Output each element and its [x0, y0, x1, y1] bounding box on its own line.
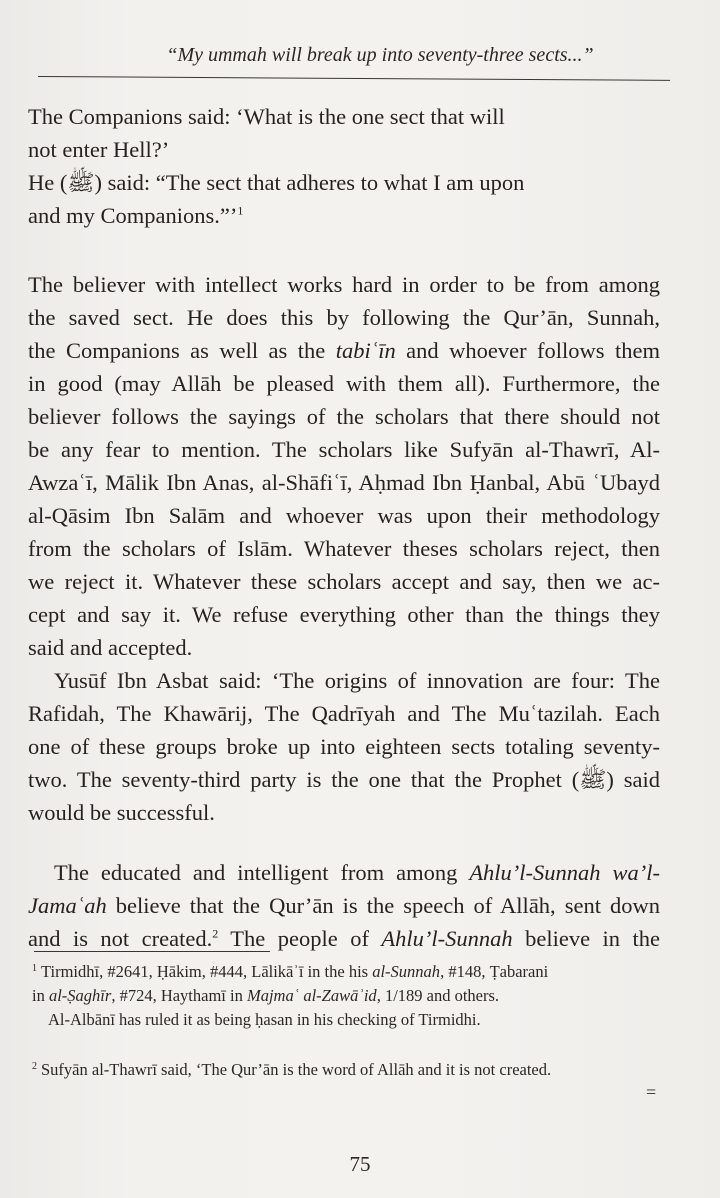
paragraph-yusuf: [28, 664, 660, 829]
text-line: Awzaʿī, Mālik Ibn Anas, al-Shāfiʿī, Aḥmad Ibn Ḥanbal, Abū ʿUbayd: [28, 470, 660, 495]
text-line: two. The seventy-third party is the one that the Prophet (ﷺ) said: [28, 767, 660, 792]
text-line: The believer with intellect works hard in order to be from among: [28, 272, 660, 297]
paragraph-believer: [28, 268, 660, 664]
text-line: we reject it. Whatever these scholars accept and say, then we ac-: [28, 569, 660, 594]
paragraph-educated: [28, 856, 660, 955]
text-line: Rafidah, The Khawārij, The Qadrīyah and The Muʿtazilah. Each: [28, 701, 660, 726]
footnote-marker: 1: [32, 962, 37, 974]
text-line: cept and say it. We refuse everything other than the things they: [28, 602, 660, 627]
text-line: would be successful.: [28, 800, 215, 825]
quote-line: and my Companions.”’$^1$: [28, 203, 244, 228]
continuation-mark: =: [646, 1082, 657, 1102]
text-line: from the scholars of Islām. Whatever theses scholars reject, then: [28, 536, 660, 561]
text-line: the saved sect. He does this by following the Qur’ān, Sunnah,: [28, 305, 660, 330]
footnote-line: $^1$ Tirmidhī, #2641, Ḥākim, #444, Lālikāʾī in the his al-Sunnah, #148, Ṭabarani: [32, 962, 549, 981]
footnote-marker: 2: [32, 1060, 37, 1072]
text-line: be any fear to mention. The scholars like Sufyān al-Thawrī, Al-: [28, 437, 660, 462]
footnote-line: in al-Ṣaghīr, #724, Haythamī in Majmaʿ al-Zawāʾid, 1/189 and others.: [32, 986, 500, 1005]
page-number: 75: [349, 1152, 371, 1176]
footnote-ref: 2: [212, 926, 219, 941]
header-rule: [38, 76, 670, 81]
quote-line: not enter Hell?’: [28, 137, 170, 162]
footnote-1: [32, 960, 672, 1032]
quote-line: The Companions said: ‘What is the one sect that will: [28, 104, 505, 129]
footnote-ref: 1: [237, 203, 244, 218]
text-line: al-Qāsim Ibn Salām and whoever was upon their methodology: [28, 503, 660, 528]
text-line: Jamaʿah believe that the Qur’ān is the speech of Allāh, sent down: [28, 893, 660, 918]
quote-line: He (ﷺ) said: “The sect that adheres to what I am upon: [28, 170, 525, 195]
running-head: “My ummah will break up into seventy-three sects...”: [166, 44, 594, 66]
text-line: the Companions as well as the tabiʿīn and whoever follows them: [28, 338, 660, 363]
text-line: said and accepted.: [28, 635, 193, 660]
text-line: Yusūf Ibn Asbat said: ‘The origins of innovation are four: The: [54, 668, 660, 693]
footnote-2: [32, 1058, 672, 1082]
footnote-line: Al-Albānī has ruled it as being ḥasan in his checking of Tirmidhi.: [48, 1010, 481, 1029]
quote-paragraph: [28, 100, 660, 232]
text-line: and is not created.$^2$ The people of Ahlu’l-Sunnah believe in the: [28, 926, 661, 951]
text-line: believer follows the sayings of the scholars that there should not: [28, 404, 660, 429]
footnote-line: $^2$ Sufyān al-Thawrī said, ‘The Qur’ān is the word of Allāh and it is not created.: [32, 1060, 552, 1079]
footnote-rule: [34, 951, 270, 952]
text-line: The educated and intelligent from among Ahlu’l-Sunnah wa’l-: [54, 860, 660, 885]
text-line: one of these groups broke up into eighteen sects totaling seventy-: [28, 734, 660, 759]
text-line: in good (may Allāh be pleased with them all). Furthermore, the: [28, 371, 660, 396]
